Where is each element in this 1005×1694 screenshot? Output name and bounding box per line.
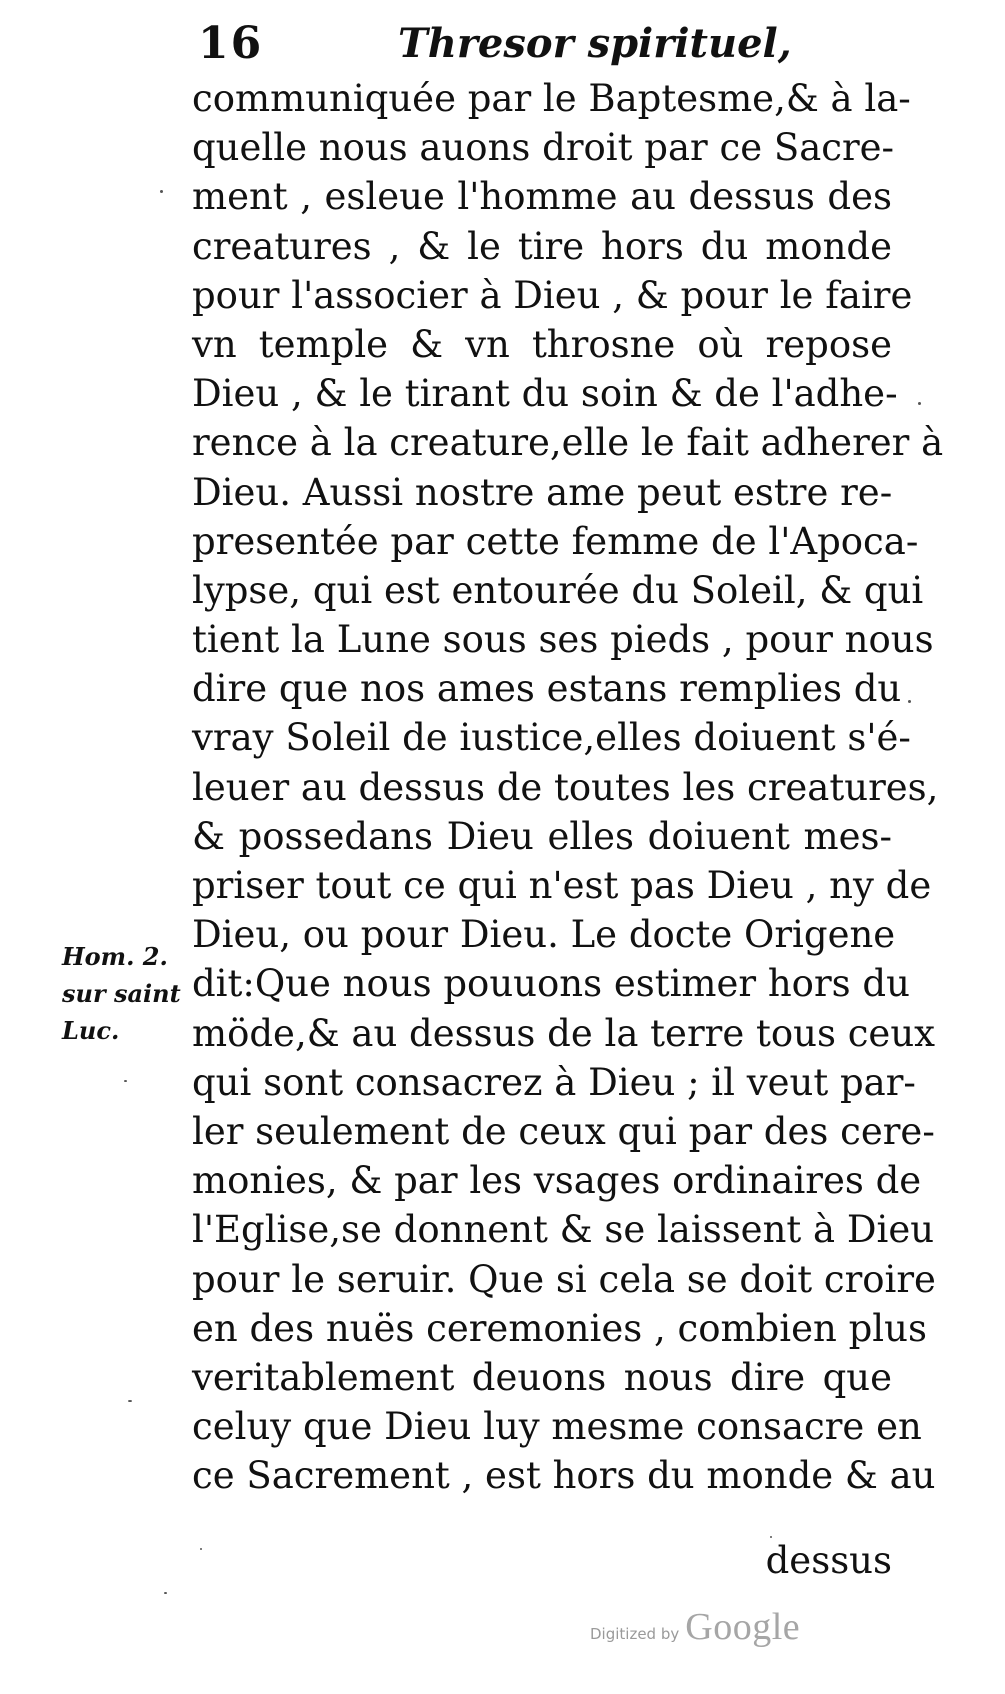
page-number: 16 (198, 18, 264, 69)
ink-speck (200, 1548, 202, 1550)
text-line: quelle nous auons droit par ce Sacre- (192, 126, 895, 170)
text-line: creatures , & le tire hors du monde (192, 224, 892, 268)
text-line: veritablement deuons nous dire que (192, 1355, 892, 1399)
text-line: rence à la creature,elle le fait adherer à (192, 421, 944, 465)
margin-note-line: Luc. (62, 1016, 120, 1045)
body-text (192, 74, 944, 1500)
digitized-by-google-watermark (590, 1605, 800, 1655)
text-line: pour l'associer à Dieu , & pour le faire (192, 273, 913, 317)
margin-note-line: sur saint (62, 979, 181, 1008)
text-line: ler seulement de ceux qui par des cere- (192, 1109, 935, 1153)
ink-speck (770, 1536, 772, 1538)
ink-speck (128, 1400, 132, 1402)
google-logo: Google (685, 1606, 801, 1648)
text-line: dit:Que nous pouuons estimer hors du (192, 962, 910, 1006)
text-line: communiquée par le Baptesme,& à la- (192, 77, 911, 120)
text-line: vray Soleil de iustice,elles doiuent s'é- (192, 716, 911, 760)
text-line: Dieu. Aussi nostre ame peut estre re- (192, 470, 893, 514)
text-line: vn temple & vn throsne où repose (192, 322, 892, 366)
text-line: pour le seruir. Que si cela se doit croire (192, 1257, 936, 1301)
catchword: dessus (765, 1539, 892, 1582)
margin-note (62, 938, 192, 1049)
ink-speck (164, 1592, 167, 1594)
text-line: tient la Lune sous ses pieds , pour nous (192, 618, 934, 662)
ink-speck (160, 190, 163, 193)
text-line: celuy que Dieu luy mesme consacre en (192, 1405, 922, 1449)
text-line: l'Eglise,se donnent & se laissent à Dieu (192, 1208, 935, 1252)
running-title: Thresor spirituel, (398, 20, 792, 67)
text-line: en des nuës ceremonies , combien plus (192, 1306, 927, 1350)
text-line: Dieu, ou pour Dieu. Le docte Origene (192, 913, 896, 957)
text-line: lypse, qui est entourée du Soleil, & qui (192, 568, 924, 612)
text-line: ment , esleue l'homme au dessus des (192, 175, 892, 219)
text-line: priser tout ce qui n'est pas Dieu , ny de (192, 864, 932, 907)
text-line: & possedans Dieu elles doiuent mes- (192, 814, 892, 858)
text-line: qui sont consacrez à Dieu ; il veut par- (192, 1060, 916, 1104)
text-line: monies, & par les vsages ordinaires de (192, 1159, 922, 1203)
text-line: Dieu , & le tirant du soin & de l'adhe- (192, 372, 898, 416)
text-line: leuer au dessus de toutes les creatures, (192, 765, 939, 809)
page-header (188, 14, 888, 74)
ink-speck (124, 1080, 127, 1082)
text-line: dire que nos ames estans remplies du (192, 667, 902, 711)
text-line: presentée par cette femme de l'Apoca- (192, 519, 919, 563)
ink-speck (908, 700, 911, 703)
text-line: möde,& au dessus de la terre tous ceux (192, 1011, 936, 1055)
text-line: ce Sacrement , est hors du monde & au (192, 1454, 936, 1498)
digitized-label: Digitized by (590, 1625, 680, 1643)
ink-speck (918, 402, 921, 405)
margin-note-line: Hom. 2. (62, 942, 168, 971)
